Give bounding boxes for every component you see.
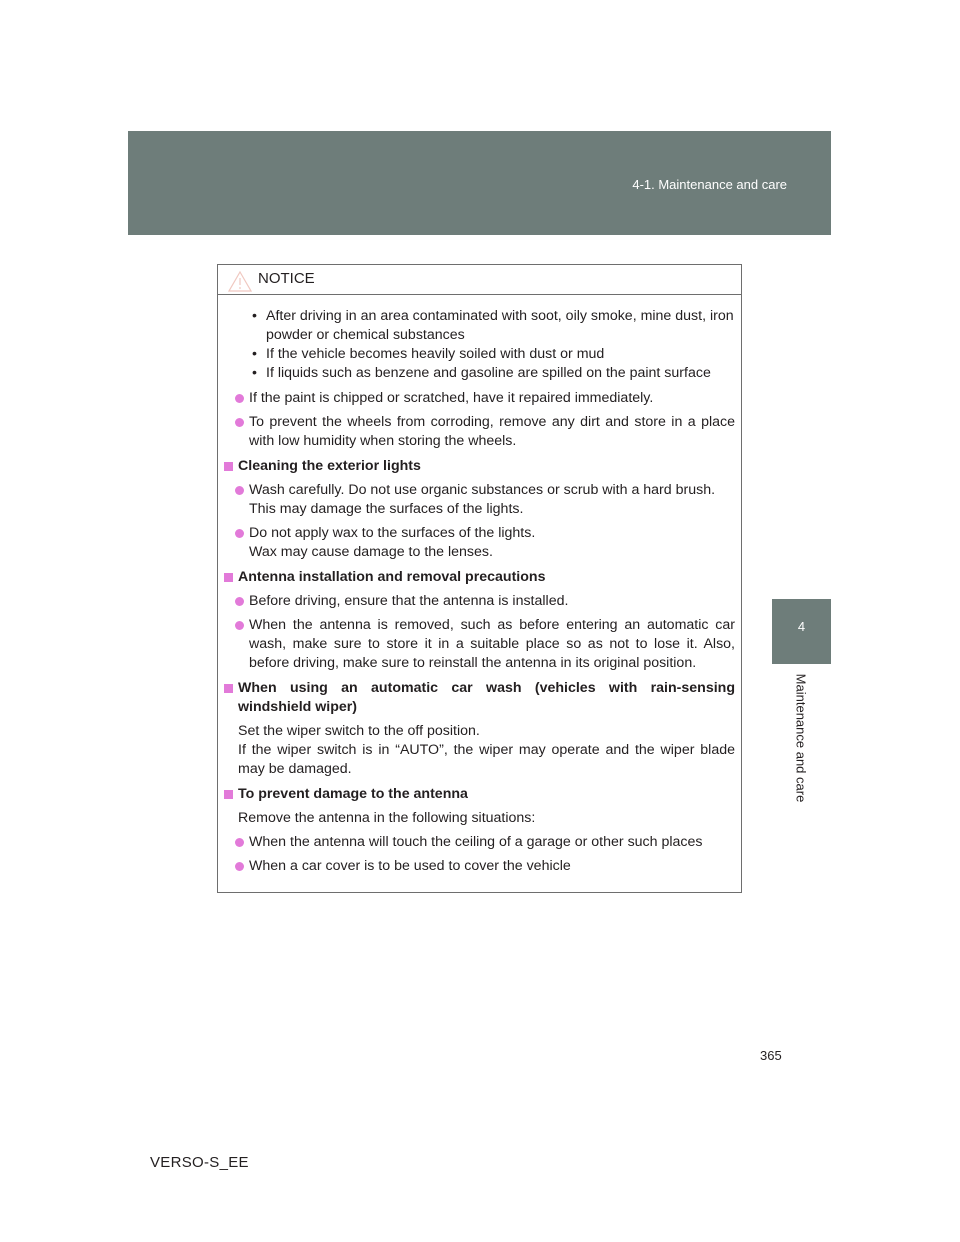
square-bullet-icon xyxy=(224,684,233,693)
notice-body xyxy=(218,295,741,876)
model-code: VERSO-S_EE xyxy=(150,1154,249,1171)
header-band xyxy=(128,131,831,235)
paragraph: Remove the antenna in the following situations: xyxy=(238,810,536,826)
chapter-number: 4 xyxy=(797,619,806,634)
section-heading: To prevent damage to the antenna xyxy=(224,785,735,804)
list-item: When the antenna is removed, such as before entering an automatic car wash, make sure to store it in a suitable place so as not to lose it. Also, before driving, make sure to reinstall the antenna in its original position. xyxy=(224,616,735,673)
page-number: 365 xyxy=(760,1048,782,1063)
circle-bullet-icon xyxy=(235,394,244,403)
warning-triangle-icon xyxy=(228,271,252,292)
section-heading: Cleaning the exterior lights xyxy=(224,457,735,476)
circle-bullet-icon xyxy=(235,838,244,847)
list-item: Wash carefully. Do not use organic substances or scrub with a hard brush. This may damage the surfaces of the lights. xyxy=(224,481,735,519)
square-bullet-icon xyxy=(224,573,233,582)
list-item: When a car cover is to be used to cover the vehicle xyxy=(224,857,735,876)
list-item: If the paint is chipped or scratched, have it repaired immediately. xyxy=(224,389,735,408)
section-heading: When using an automatic car wash (vehicles with rain-sensing windshield wiper) xyxy=(224,679,735,717)
notice-box xyxy=(217,264,742,893)
circle-bullet-icon xyxy=(235,621,244,630)
square-bullet-icon xyxy=(224,790,233,799)
list-item: To prevent the wheels from corroding, remove any dirt and store in a place with low humidity when storing the wheels. xyxy=(224,413,735,451)
list-item: Do not apply wax to the surfaces of the lights. Wax may cause damage to the lenses. xyxy=(224,524,735,562)
notice-title: NOTICE xyxy=(258,270,315,287)
sub-bullet-item: • If the vehicle becomes heavily soiled with dust or mud xyxy=(252,346,605,362)
sub-bullet-item: • After driving in an area contaminated with soot, oily smoke, mine dust, iron powder or chemical substances xyxy=(252,308,734,343)
paragraph: Set the wiper switch to the off position. If the wiper switch is in “AUTO”, the wiper may operate and the wiper blade may be damaged. xyxy=(238,723,735,777)
circle-bullet-icon xyxy=(235,418,244,427)
chapter-label: Maintenance and care xyxy=(793,673,809,803)
section-heading: Antenna installation and removal precautions xyxy=(224,568,735,587)
list-item: Before driving, ensure that the antenna is installed. xyxy=(224,592,735,611)
circle-bullet-icon xyxy=(235,486,244,495)
circle-bullet-icon xyxy=(235,529,244,538)
circle-bullet-icon xyxy=(235,862,244,871)
list-item: When the antenna will touch the ceiling of a garage or other such places xyxy=(224,833,735,852)
circle-bullet-icon xyxy=(235,597,244,606)
chapter-tab xyxy=(772,599,831,664)
square-bullet-icon xyxy=(224,462,233,471)
notice-header xyxy=(218,265,741,295)
section-title: 4-1. Maintenance and care xyxy=(632,177,787,192)
sub-bullet-item: • If liquids such as benzene and gasoline are spilled on the paint surface xyxy=(252,365,711,381)
